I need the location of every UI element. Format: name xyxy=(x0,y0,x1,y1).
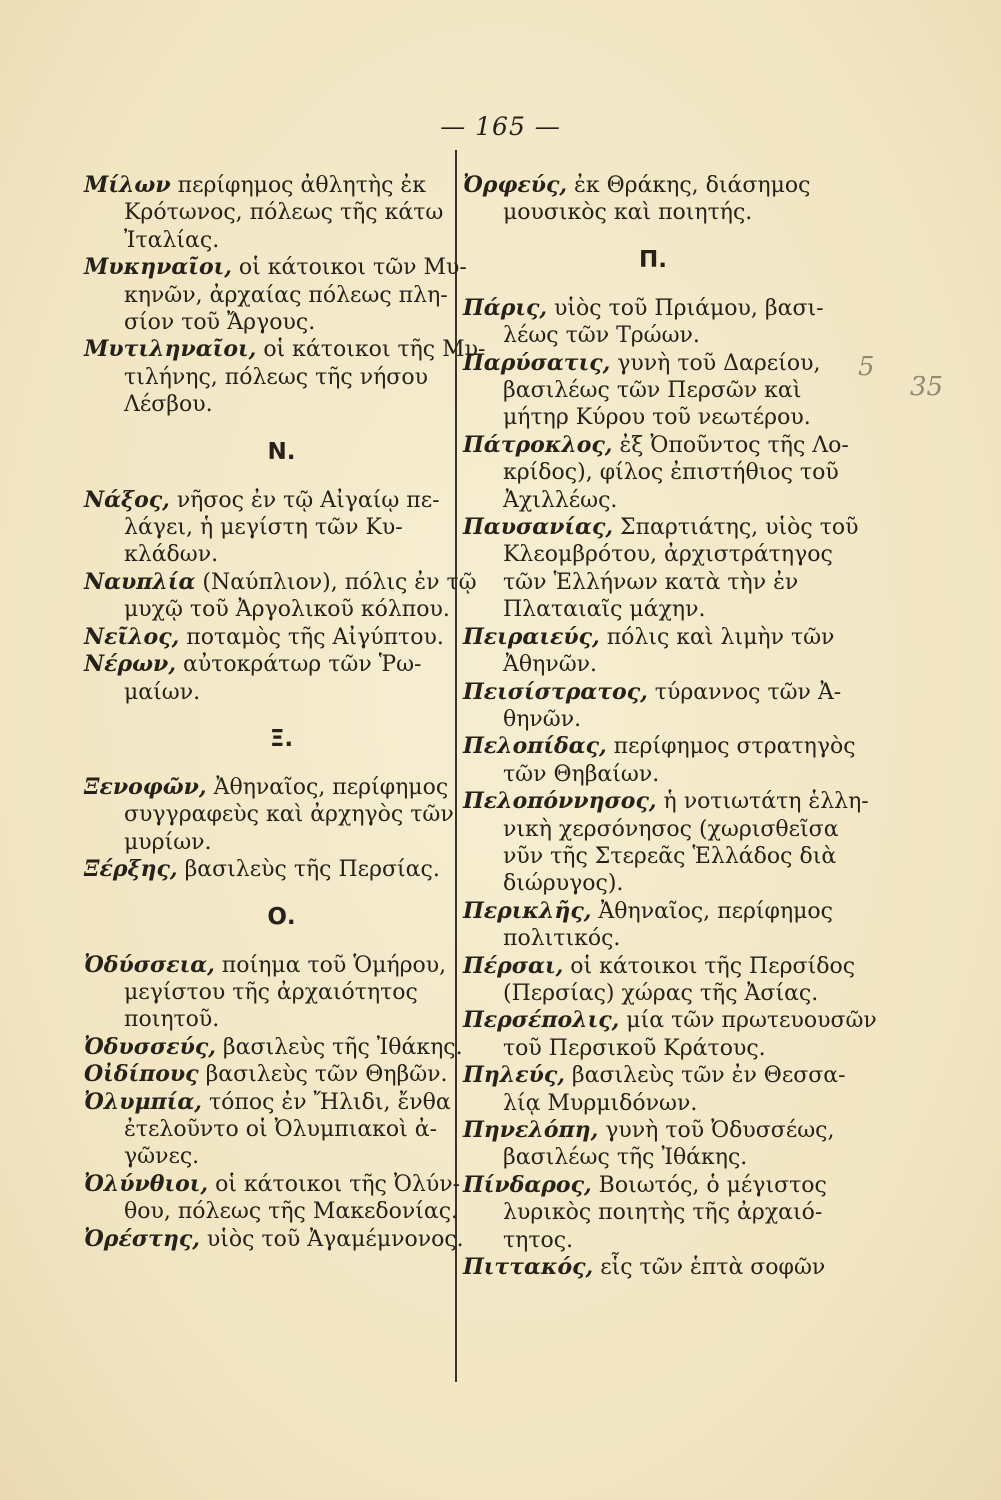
entry-text: βασιλεὺς τῆς Ἰθάκης. xyxy=(222,1034,463,1060)
glossary-entry xyxy=(463,431,849,514)
entry-text: λάγει, ἡ μεγίστη τῶν Κυ- xyxy=(124,515,403,541)
glossary-entry xyxy=(463,350,843,432)
entry-line xyxy=(463,706,843,733)
entry-line xyxy=(84,199,479,226)
entry-line xyxy=(84,1089,479,1116)
entry-text: Ἀθηναῖος, περίφημος xyxy=(213,774,449,800)
glossary-entry xyxy=(84,487,479,569)
entry-line xyxy=(463,377,843,404)
entry-line xyxy=(463,898,843,925)
entry-line xyxy=(463,431,849,459)
entry-headword: Πελοπόννησος, xyxy=(463,788,657,815)
entry-text: υἱὸς τοῦ Ἀγαμέμνονος. xyxy=(206,1226,464,1252)
entry-headword: Ξέρξης, xyxy=(84,856,178,883)
entry-headword: Παρύσατις, xyxy=(463,349,611,376)
glossary-entry xyxy=(463,1007,877,1062)
entry-line xyxy=(463,1035,843,1062)
entry-line xyxy=(463,487,843,514)
entry-line xyxy=(84,336,486,363)
entry-text: μυρίων. xyxy=(124,829,212,855)
glossary-entry xyxy=(84,569,479,624)
entry-text: τητος. xyxy=(503,1227,574,1253)
entry-line xyxy=(463,295,843,322)
entry-headword: Ξενοφῶν, xyxy=(84,773,207,800)
entry-text: νῦν τῆς Στερεᾶς Ἑλλάδος διὰ xyxy=(503,843,837,869)
entry-line xyxy=(463,925,843,952)
entry-text: περίφημος ἀθλητὴς ἐκ xyxy=(177,173,426,198)
entry-line xyxy=(84,1226,479,1253)
entry-text: οἱ κάτοικοι τῆς Ὀλύν- xyxy=(215,1171,461,1197)
entry-text: συγγραφεὺς καὶ ἀρχηγὸς τῶν xyxy=(124,802,454,828)
entry-text: γῶνες. xyxy=(124,1144,200,1170)
entry-line xyxy=(463,459,843,486)
entry-text: πόλις καὶ λιμὴν τῶν xyxy=(606,624,835,650)
entry-headword: Πηνελόπη, xyxy=(463,1117,599,1143)
entry-text: Πλαταιαῖς μάχην. xyxy=(503,597,706,623)
entry-line xyxy=(463,404,843,431)
glossary-entry xyxy=(84,336,486,418)
entry-line xyxy=(84,952,479,979)
entry-line xyxy=(84,282,479,309)
entry-text: διώρυγος). xyxy=(503,871,624,897)
entry-text: ἐκ Θράκης, διάσημος xyxy=(574,173,811,198)
entry-headword: Οἰδίπους xyxy=(84,1061,199,1088)
entry-line xyxy=(463,761,843,788)
entry-line xyxy=(463,322,843,349)
entry-text: λέως τῶν Τρώων. xyxy=(503,323,700,349)
entry-text: βασιλεὺς τῶν ἐν Θεσσα- xyxy=(571,1063,846,1089)
entry-text: Ἰταλίας. xyxy=(124,227,220,253)
glossary-entry xyxy=(463,1172,843,1254)
entry-line xyxy=(84,364,479,391)
entry-line xyxy=(84,1198,479,1225)
entry-line xyxy=(463,596,843,623)
entry-text: θηνῶν. xyxy=(503,706,582,732)
entry-line xyxy=(463,569,843,596)
entry-text: τιλήνης, πόλεως τῆς νήσου xyxy=(124,364,428,390)
entry-text: νῆσος ἐν τῷ Αἰγαίῳ πε- xyxy=(176,487,440,513)
entry-headword: Ὀλυμπία, xyxy=(84,1088,202,1115)
entry-line xyxy=(463,843,843,870)
entry-text: βασιλεὺς τῶν Θηβῶν. xyxy=(205,1062,448,1088)
glossary-entry xyxy=(463,172,843,227)
entry-text: βασιλέως τῆς Ἰθάκης. xyxy=(503,1145,748,1171)
entry-line xyxy=(463,816,843,843)
glossary-entry xyxy=(463,1062,846,1117)
entry-line xyxy=(463,1254,843,1281)
entry-text: κρίδος), φίλος ἐπιστήθιος τοῦ xyxy=(503,460,839,486)
entry-text: υἱὸς τοῦ Πριάμου, βασι- xyxy=(554,295,824,321)
entry-text: Κλεομβρότου, ἀρχιστράτηγος xyxy=(503,542,833,568)
entry-text: ποίημα τοῦ Ὁμήρου, xyxy=(221,952,447,978)
entry-line xyxy=(463,1117,843,1144)
entry-text: βασιλεὺς τῆς Περσίας. xyxy=(184,857,440,883)
glossary-entry xyxy=(463,952,856,1008)
glossary-entry xyxy=(84,172,479,254)
entry-line xyxy=(463,1062,846,1089)
glossary-entry xyxy=(84,624,479,651)
entry-text: Ἀθηναῖος, περίφημος xyxy=(598,898,833,924)
entry-headword: Ὀλύνθιοι, xyxy=(84,1170,209,1197)
entry-line xyxy=(463,350,843,377)
entry-text: Λέσβου. xyxy=(124,392,213,418)
entry-headword: Ὀρφεύς, xyxy=(463,172,568,198)
glossary-entry xyxy=(84,1089,479,1171)
entry-text: μουσικὸς καὶ ποιητής. xyxy=(503,200,753,226)
pencil-mark: 5 xyxy=(858,352,875,382)
entry-text: μαίων. xyxy=(124,679,201,705)
entry-headword: Πέρσαι, xyxy=(463,952,564,979)
glossary-entry xyxy=(84,1034,479,1061)
entry-text: (Ναύπλιον), πόλις ἐν τῷ xyxy=(202,569,477,595)
entry-line xyxy=(84,1061,479,1088)
entry-headword: Μίλων xyxy=(84,172,171,198)
glossary-entry xyxy=(463,295,843,350)
entry-headword: Πάρις, xyxy=(463,294,548,321)
entry-text: Σπαρτιάτης, υἱὸς τοῦ xyxy=(620,515,859,541)
entry-text: μυχῷ τοῦ Ἀργολικοῦ κόλπου. xyxy=(124,597,450,623)
entry-text: πολιτικός. xyxy=(503,926,621,952)
entry-text: σίον τοῦ Ἄργους. xyxy=(124,310,316,336)
glossary-entry xyxy=(463,679,843,734)
entry-line xyxy=(84,1171,479,1198)
entry-text: ἐξ Ὀπoῦντος τῆς Λο- xyxy=(619,432,849,458)
entry-line xyxy=(84,309,479,336)
entry-headword: Ναυπλία xyxy=(84,568,196,595)
pencil-mark: 35 xyxy=(910,372,944,402)
entry-text: κηνῶν, ἀρχαίας πόλεως πλη- xyxy=(124,282,448,308)
section-letter: Ν. xyxy=(267,438,296,465)
entry-text: τόπος ἐν Ἤλιδι, ἔνθα xyxy=(208,1089,451,1115)
glossary-entry xyxy=(463,733,856,788)
entry-line xyxy=(84,1143,479,1170)
entry-line xyxy=(84,856,479,883)
entry-text: Ἀχιλλέως. xyxy=(503,487,618,513)
entry-text: (Περσίας) χώρας τῆς Ἀσίας. xyxy=(503,980,819,1006)
entry-headword: Ὀδυσσεύς, xyxy=(84,1033,216,1060)
glossary-entry xyxy=(84,952,479,1034)
entry-line xyxy=(463,980,843,1007)
entry-text: θου, πόλεως τῆς Μακεδονίας. xyxy=(124,1199,459,1225)
entry-text: βασιλέως τῶν Περσῶν καὶ xyxy=(503,378,802,404)
entry-line xyxy=(84,541,479,568)
entry-text: ποιητοῦ. xyxy=(124,1007,220,1033)
glossary-entry xyxy=(84,774,479,856)
entry-headword: Μυκηναῖοι, xyxy=(84,254,232,281)
entry-text: Βοιωτός, ὁ μέγιστος xyxy=(598,1172,827,1198)
entry-line xyxy=(84,774,479,801)
glossary-entry xyxy=(463,898,843,953)
entry-text: ἡ νοτιωτάτη ἑλλη- xyxy=(663,789,869,815)
entry-headword: Περικλῆς, xyxy=(463,897,592,924)
entry-line xyxy=(463,1199,843,1226)
entry-line xyxy=(84,596,479,623)
entry-headword: Πειραιεύς, xyxy=(463,623,600,650)
page-number: — 165 — xyxy=(440,112,561,141)
entry-text: περίφημος στρατηγὸς xyxy=(613,734,856,760)
entry-headword: Νάξος, xyxy=(84,486,170,513)
glossary-entry xyxy=(463,788,869,898)
section-letter: Ξ. xyxy=(269,725,294,752)
entry-text: ἐτελοῦντο οἱ Ὀλυμπιακοὶ ἀ- xyxy=(124,1116,438,1142)
right-column xyxy=(463,172,877,1281)
section-letter: Ο. xyxy=(267,903,296,930)
entry-text: γυνὴ τοῦ Δαρείου, xyxy=(617,350,821,376)
entry-headword: Πηλεύς, xyxy=(463,1062,565,1089)
entry-text: λίᾳ Μυρμιδόνων. xyxy=(503,1090,698,1116)
entry-headword: Περσέπολις, xyxy=(463,1007,620,1034)
entry-line xyxy=(463,624,843,651)
glossary-entry xyxy=(463,624,843,679)
entry-line xyxy=(84,254,479,281)
entry-headword: Νέρων, xyxy=(84,651,176,678)
entry-headword: Μυτιληναῖοι, xyxy=(84,336,257,363)
entry-line xyxy=(84,624,479,651)
entry-line xyxy=(84,172,479,199)
entry-line xyxy=(463,1172,843,1199)
entry-line xyxy=(463,1090,843,1117)
entry-text: οἱ κάτοικοι τῆς Περσίδος xyxy=(570,953,856,979)
glossary-entry xyxy=(84,1226,479,1253)
entry-headword: Πίνδαρος, xyxy=(463,1171,592,1198)
glossary-entry xyxy=(463,514,859,624)
entry-line xyxy=(463,1144,843,1171)
entry-text: λυρικὸς ποιητὴς τῆς ἀρχαιό- xyxy=(503,1200,823,1226)
entry-line xyxy=(463,172,843,199)
entry-line xyxy=(463,952,856,980)
left-column xyxy=(84,172,486,1253)
entry-text: γυνὴ τοῦ Ὀδυσσέως, xyxy=(605,1118,835,1143)
entry-line xyxy=(463,1227,843,1254)
entry-line xyxy=(84,227,479,254)
glossary-entry xyxy=(84,651,479,706)
entry-text: τύραννος τῶν Ἀ- xyxy=(654,679,842,705)
entry-line xyxy=(84,1006,479,1033)
entry-text: κλάδων. xyxy=(124,542,219,568)
entry-line xyxy=(463,788,869,815)
entry-line xyxy=(84,979,479,1006)
entry-text: μεγίστου τῆς ἀρχαιότητος xyxy=(124,979,418,1005)
entry-line xyxy=(84,829,479,856)
entry-line xyxy=(84,1116,479,1143)
entry-headword: Ὀδύσσεια, xyxy=(84,951,215,978)
entry-headword: Πάτροκλος, xyxy=(463,431,613,458)
entry-line xyxy=(463,651,843,678)
entry-line xyxy=(84,391,479,418)
entry-line xyxy=(463,679,843,706)
glossary-entry xyxy=(84,1061,479,1088)
entry-line xyxy=(84,1034,479,1061)
section-letter: Π. xyxy=(639,246,667,273)
entry-text: εἷς τῶν ἑπτὰ σοφῶν xyxy=(600,1255,826,1281)
entry-line xyxy=(84,801,479,828)
entry-headword: Πιττακός, xyxy=(463,1254,594,1281)
entry-text: μήτηρ Κύρου τοῦ νεωτέρου. xyxy=(503,405,811,431)
entry-headword: Ὀρέστης, xyxy=(84,1225,200,1252)
entry-text: αὐτοκράτωρ τῶν Ῥω- xyxy=(183,652,422,678)
entry-headword: Πελοπίδας, xyxy=(463,733,607,760)
entry-line xyxy=(84,487,479,514)
glossary-entry xyxy=(84,856,479,883)
entry-text: τῶν Ἑλλήνων κατὰ τὴν ἐν xyxy=(503,569,799,595)
entry-text: Κρότωνος, πόλεως τῆς κάτω xyxy=(124,200,444,226)
entry-line xyxy=(463,733,856,760)
glossary-entry xyxy=(463,1117,843,1172)
entry-text: Ἀθηνῶν. xyxy=(503,652,597,678)
entry-text: τῶν Θηβαίων. xyxy=(503,761,660,787)
entry-text: οἱ κάτοικοι τῶν Μυ- xyxy=(238,255,467,281)
entry-line xyxy=(463,541,843,568)
entry-line xyxy=(463,514,859,541)
entry-text: νικὴ χερσόνησος (χωρισθεῖσα xyxy=(503,816,839,842)
entry-line xyxy=(84,514,479,541)
glossary-entry xyxy=(463,1254,843,1281)
entry-text: οἱ κάτοικοι τῆς Μυ- xyxy=(263,337,486,363)
entry-headword: Νεῖλος, xyxy=(84,623,180,650)
entry-line xyxy=(84,651,479,678)
glossary-entry xyxy=(84,1171,479,1226)
entry-line xyxy=(84,679,479,706)
entry-text: ποταμὸς τῆς Αἰγύπτου. xyxy=(186,624,444,650)
entry-line xyxy=(463,870,843,897)
entry-text: τοῦ Περσικοῦ Κράτους. xyxy=(503,1035,766,1061)
entry-line xyxy=(463,1007,877,1034)
entry-text: μία τῶν πρωτευουσῶν xyxy=(626,1008,877,1034)
entry-line xyxy=(84,569,479,596)
entry-headword: Παυσανίας, xyxy=(463,514,614,541)
entry-headword: Πεισίστρατος, xyxy=(463,678,648,705)
entry-line xyxy=(463,199,843,226)
glossary-entry xyxy=(84,254,479,336)
